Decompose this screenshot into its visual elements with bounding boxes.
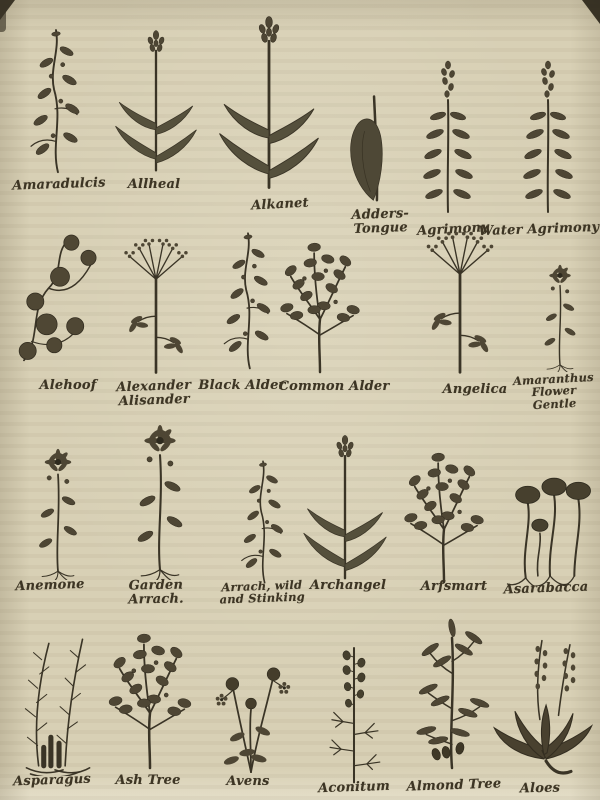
common-alder-label: Common Alder: [278, 379, 390, 394]
ash-tree-illustration: [98, 610, 202, 772]
asarabacca-label: Asarabacca: [503, 579, 589, 598]
garden-arrach-label: Garden Arrach.: [128, 577, 184, 608]
water-agrimony-label: Water Agrimony: [478, 219, 600, 240]
amaradulcis-label: Amaradulcis: [12, 175, 106, 194]
allheal-label: Allheal: [127, 177, 181, 192]
agrimony-illustration: [398, 28, 498, 216]
amaranthus-label-line2: Flower Gentle: [531, 383, 577, 412]
almond-tree-illustration: [402, 614, 502, 772]
aconitum-label: Aconitum: [317, 778, 391, 797]
page-edge-mark: [0, 6, 6, 32]
adders-tongue-label: Adders-Tongue: [351, 206, 410, 237]
adders-tongue-illustration: [333, 2, 405, 206]
amaranthus-label-line1: Amaranthus: [512, 369, 595, 389]
alkanet-illustration: [205, 12, 333, 192]
amaranthus-illustration: [524, 232, 596, 372]
allheal-illustration: [110, 22, 202, 174]
agrimony-label: Agrimony: [416, 220, 490, 239]
arrach-wild-illustration: [222, 402, 304, 586]
amaradulcis-illustration: [8, 8, 104, 176]
alehoof-label: Alehoof: [39, 378, 97, 393]
anemone-label: Anemone: [15, 576, 85, 595]
arfsmart-illustration: [392, 430, 496, 586]
angelica-illustration: [402, 228, 518, 376]
angelica-label: Angelica: [442, 382, 508, 397]
archangel-illustration: [298, 398, 392, 582]
ash-tree-label: Ash Tree: [115, 773, 181, 788]
common-alder-illustration: [242, 220, 398, 376]
alkanet-label: Alkanet: [250, 195, 310, 214]
alexander-label-line1: Alexander: [116, 377, 192, 396]
asarabacca-illustration: [494, 424, 600, 586]
alexander-label-line2: Alisander: [118, 391, 191, 410]
asparagus-label: Asparagus: [12, 771, 92, 790]
aconitum-illustration: [308, 606, 400, 786]
avens-illustration: [202, 612, 300, 780]
alexander-illustration: [112, 208, 200, 376]
arfsmart-label: Arfsmart: [420, 579, 488, 594]
garden-arrach-illustration: [108, 408, 212, 580]
archangel-label: Archangel: [309, 578, 387, 593]
alexander-label: [108, 378, 201, 409]
amaranthus-label: [509, 371, 599, 413]
avens-label: Avens: [226, 774, 270, 789]
arrach-wild-label-line1: Arrach, wild: [221, 577, 303, 595]
asparagus-illustration: [6, 602, 108, 776]
alehoof-illustration: [4, 216, 116, 368]
anemone-illustration: [14, 412, 102, 580]
water-agrimony-illustration: [498, 4, 598, 216]
arrach-wild-label-line2: and Stinking: [219, 589, 306, 607]
black-alder-label: Black Alder: [198, 378, 286, 393]
almond-tree-label: Almond Tree: [406, 776, 502, 795]
aloes-label: Aloes: [519, 780, 561, 797]
aloes-illustration: [488, 622, 600, 788]
